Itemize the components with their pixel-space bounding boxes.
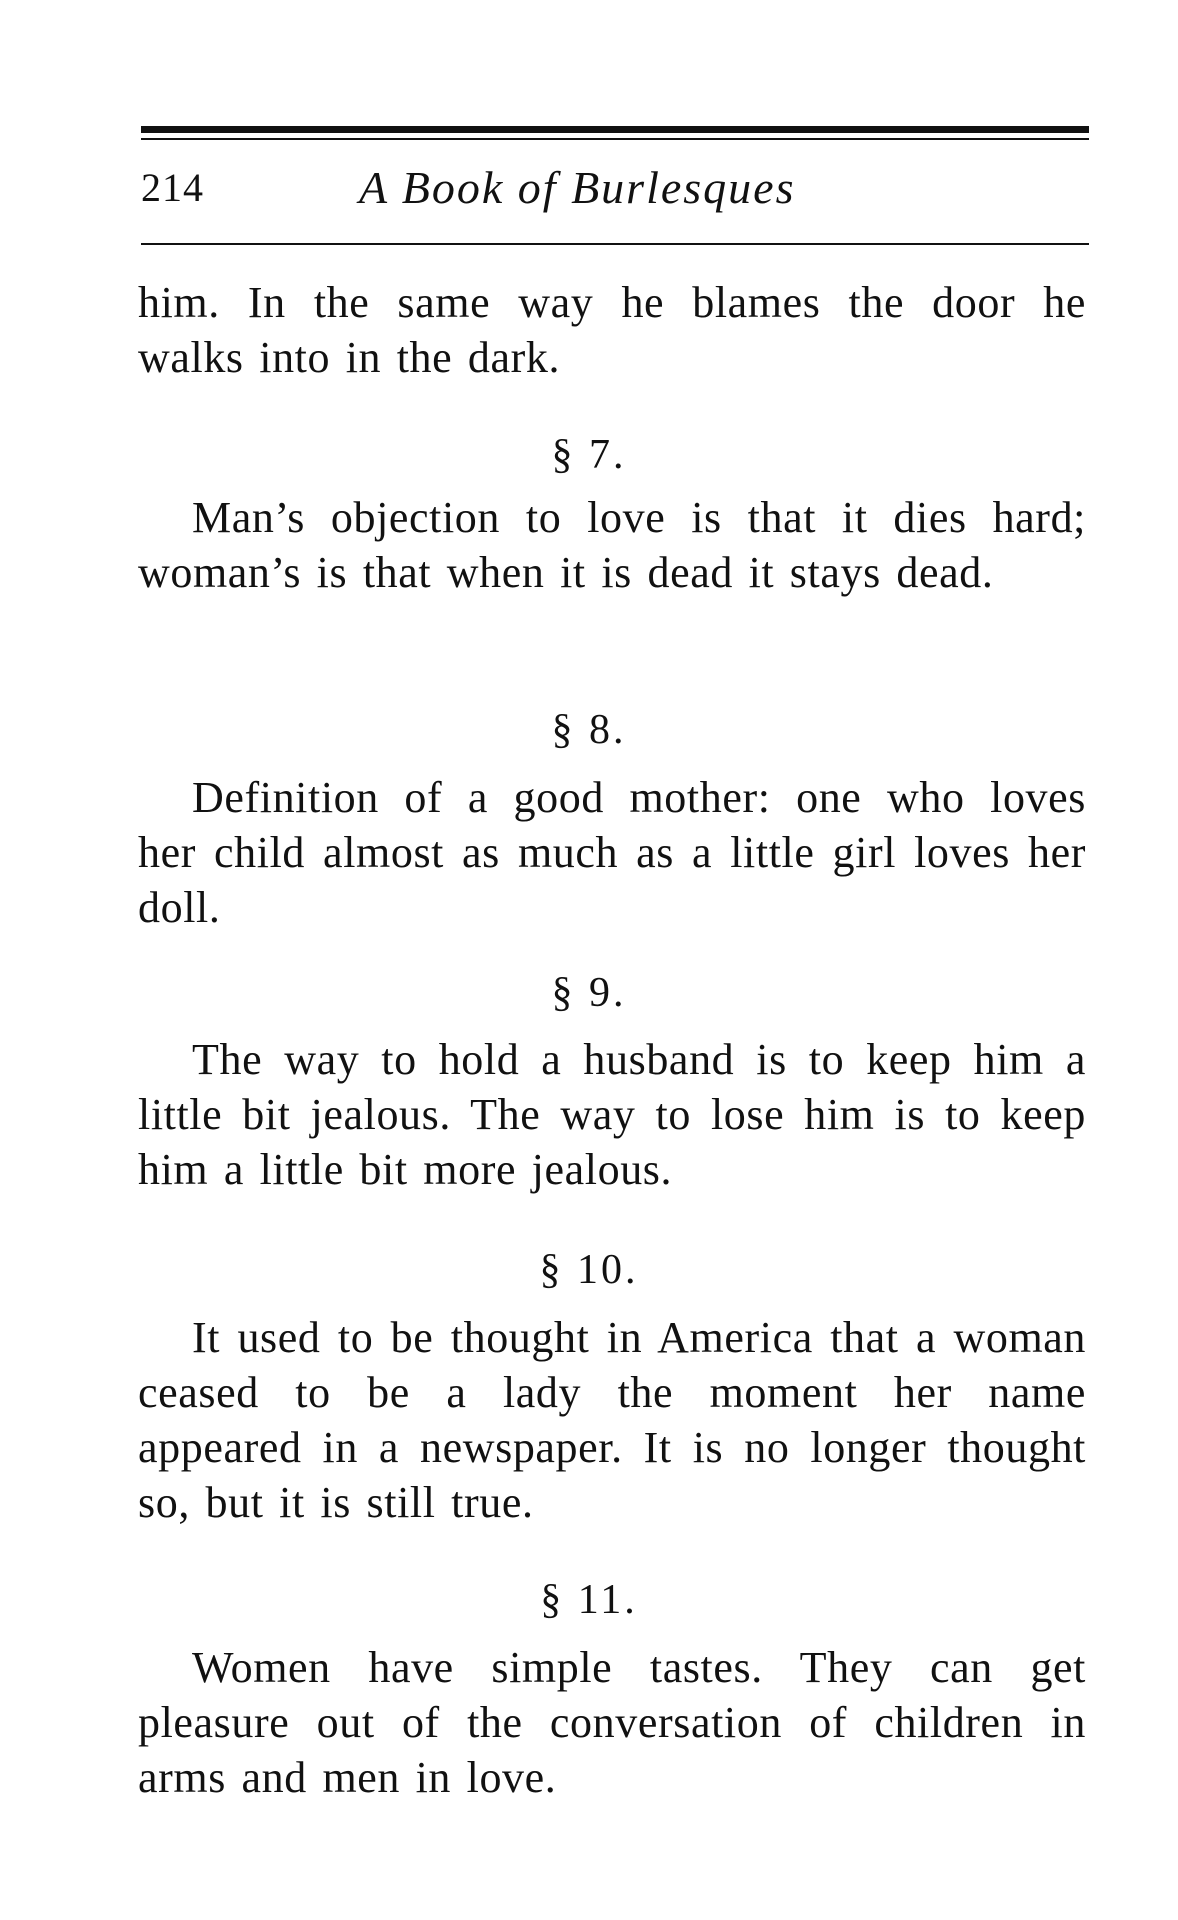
page-number: 214 [141,165,204,210]
header-rule [141,243,1089,245]
paragraph-section-7: Man’s objection to love is that it dies hard; woman’s is that when it is dead it stays dead. [138,493,1086,597]
paragraph-section-11: Women have simple tastes. They can get pleasure out of the conversation of children in arms and men in love. [138,1643,1086,1802]
paragraph-section-9: The way to hold a husband is to keep him a little bit jealous. The way to lose him is to keep him a little bit more jealous. [138,1035,1086,1194]
running-title: A Book of Burlesques [359,162,796,213]
paragraph-section-8: Definition of a good mother: one who loves her child almost as much as a little girl loves her doll. [138,773,1086,932]
paragraph-continued: him. In the same way he blames the door he walks into in the dark. [138,278,1086,382]
top-rule-thin [141,138,1089,140]
section-heading-9: § 9. [551,970,627,1016]
paragraph-section-10: It used to be thought in America that a woman ceased to be a lady the moment her name appeared in a newspaper. It is no longer thought so, but it is still true. [138,1313,1086,1527]
top-rule-thick [141,126,1089,133]
running-header [141,160,1089,220]
section-heading-7: § 7. [551,432,627,478]
section-heading-10: § 10. [539,1247,639,1293]
section-heading-8: § 8. [551,707,627,753]
section-heading-11: § 11. [540,1577,638,1623]
